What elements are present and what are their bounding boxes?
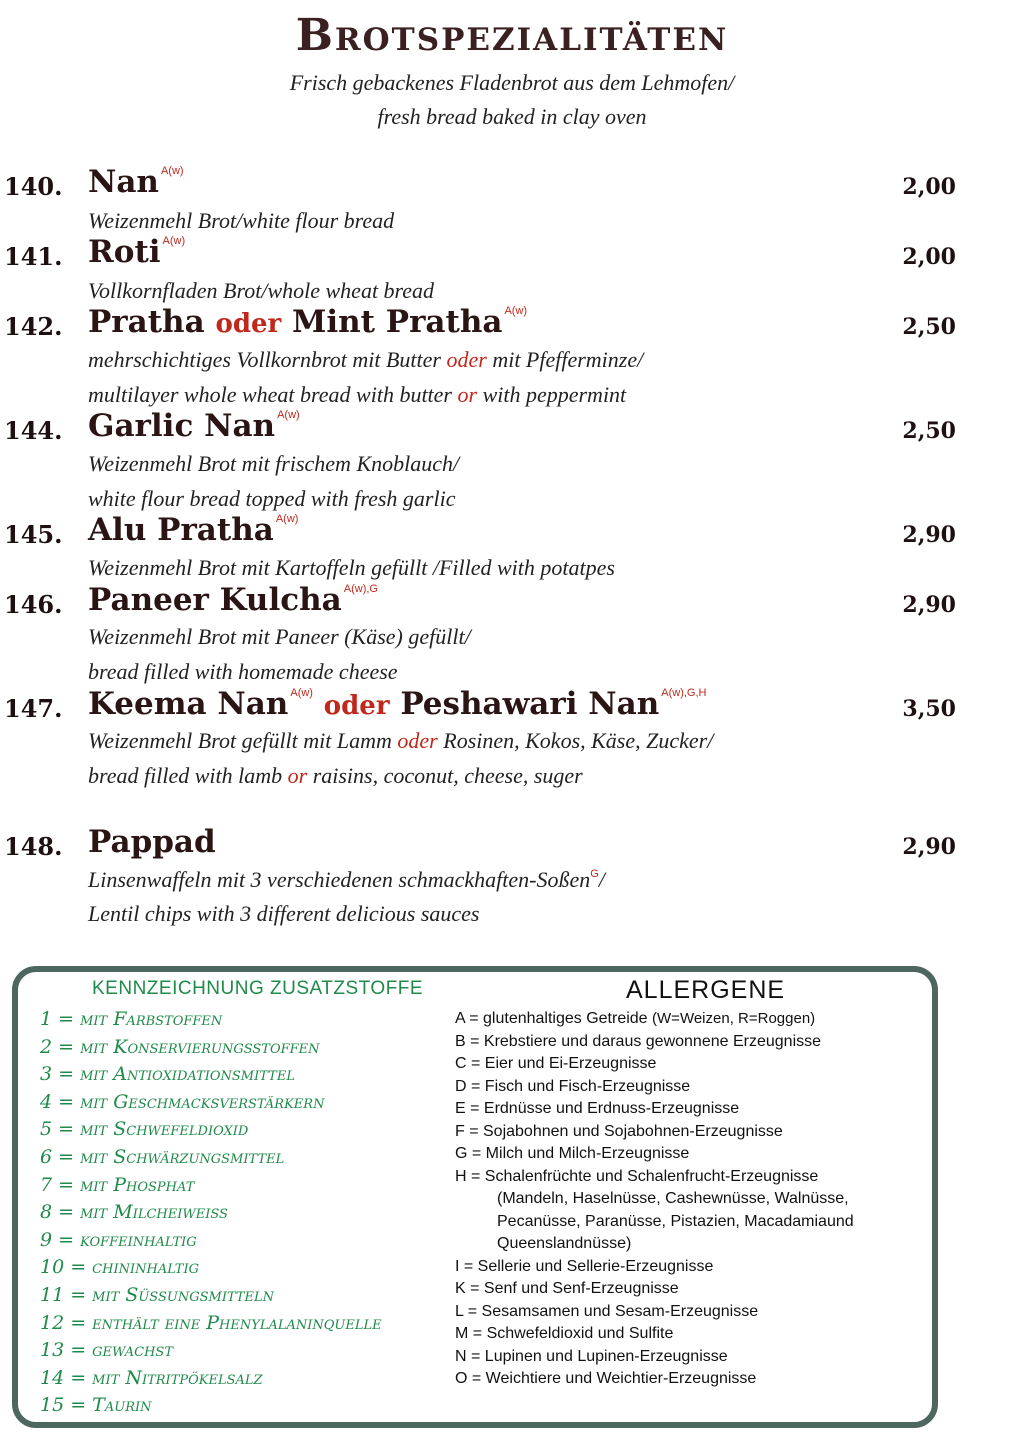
- list-item: N = Lupinen und Lupinen-Erzeugnisse: [455, 1347, 728, 1365]
- list-item: L = Sesamsamen und Sesam-Erzeugnisse: [455, 1302, 759, 1320]
- list-item: 15 = Taurin: [40, 1394, 152, 1417]
- list-item: G = Milch und Milch-Erzeugnisse: [455, 1145, 690, 1162]
- page-title: Brotspezialitäten: [295, 10, 729, 61]
- list-item: K = Senf und Senf-Erzeugnisse: [455, 1280, 679, 1297]
- list-item: F = Sojabohnen und Sojabohnen-Erzeugnisse: [455, 1122, 783, 1140]
- additives-title: KENNZEICHNUNG ZUSATZSTOFFE: [92, 978, 424, 999]
- item-price: 2,00: [902, 244, 956, 270]
- list-item-continuation: Pecanüsse, Paranüsse, Pistazien, Macadamiaund: [497, 1212, 854, 1230]
- item-description: Lentil chips with 3 different delicious sauces: [88, 901, 480, 926]
- list-item-continuation: (Mandeln, Haselnüsse, Cashewnüsse, Walnüsse,: [497, 1190, 849, 1207]
- item-description: white flour bread topped with fresh garlic: [88, 486, 456, 511]
- list-item: 1 = mit Farbstoffen: [40, 1008, 223, 1030]
- list-item: 10 = chininhaltig: [40, 1256, 199, 1279]
- list-item: I = Sellerie und Sellerie-Erzeugnisse: [455, 1257, 714, 1275]
- item-name: Nan $^{A(w)}$: [88, 164, 184, 200]
- allergen-code: A(w): [277, 409, 300, 421]
- list-item: 11 = mit Süßungsmitteln: [40, 1283, 275, 1306]
- allergen-code: A(w),G: [343, 583, 378, 595]
- item-number: 147.: [4, 694, 63, 723]
- allergen-code: A(w): [290, 687, 313, 699]
- item-number: 142.: [4, 312, 63, 341]
- allergen-code: A(w): [162, 235, 186, 247]
- list-item: M = Schwefeldioxid und Sulfite: [455, 1325, 674, 1342]
- item-name: Alu Pratha $^{A(w)}$: [88, 512, 299, 548]
- list-item: 12 = enthält eine Phenylalaninquelle: [40, 1311, 382, 1334]
- item-description: Weizenmehl Brot/white flour bread: [88, 208, 395, 233]
- item-price: 2,50: [902, 314, 956, 340]
- item-price: 2,90: [902, 834, 956, 860]
- allergen-code: A(w): [504, 305, 528, 317]
- list-item: 8 = mit Milcheiweiß: [40, 1201, 228, 1224]
- allergens-list: [455, 1008, 854, 1391]
- item-description: Vollkornfladen Brot/whole wheat bread: [88, 278, 435, 303]
- item-number: 141.: [4, 242, 63, 271]
- allergen-code: A(w): [275, 513, 299, 525]
- item-description: mehrschichtiges Vollkornbrot mit Butter oder mit Pfefferminze/: [88, 347, 644, 372]
- item-price: 2,50: [902, 418, 956, 444]
- list-item: 5 = mit Schwefeldioxid: [40, 1118, 249, 1141]
- item-name: Roti $^{A(w)}$: [88, 234, 186, 270]
- list-item: 3 = mit Antioxidationsmittel: [40, 1063, 295, 1086]
- list-item: 9 = koffeinhaltig: [40, 1228, 197, 1251]
- item-name: Garlic Nan $^{A(w)}$: [88, 408, 300, 444]
- subtitle-line-2: fresh bread baked in clay oven: [377, 104, 647, 129]
- item-description: Linsenwaffeln mit 3 verschiedenen schmackhaften-Soßen$^G$/: [88, 867, 605, 892]
- allergens-title: ALLERGENE: [626, 976, 786, 1004]
- list-item: D = Fisch und Fisch-Erzeugnisse: [455, 1077, 691, 1095]
- item-number: 144.: [4, 416, 63, 445]
- list-item: H = Schalenfrüchte und Schalenfrucht-Erzeugnisse: [455, 1167, 819, 1185]
- item-description: Weizenmehl Brot mit frischem Knoblauch/: [88, 451, 460, 476]
- item-name: Paneer Kulcha $^{A(w),G}$: [88, 582, 378, 618]
- list-item: 14 = mit Nitritpökelsalz: [40, 1366, 263, 1389]
- list-item: 2 = mit Konservierungsstoffen: [40, 1035, 320, 1058]
- item-price: 2,00: [902, 174, 956, 200]
- subtitle-line-1: Frisch gebackenes Fladenbrot aus dem Lehmofen/: [289, 70, 735, 95]
- item-description: bread filled with lamb or raisins, coconut, cheese, suger: [88, 763, 583, 788]
- item-number: 140.: [4, 172, 63, 201]
- list-item: E = Erdnüsse und Erdnuss-Erzeugnisse: [455, 1100, 740, 1117]
- list-item: 7 = mit Phosphat: [40, 1173, 195, 1196]
- list-item: 13 = gewachst: [40, 1339, 174, 1362]
- list-item: 6 = mit Schwärzungsmittel: [40, 1145, 285, 1168]
- list-item: A = glutenhaltiges Getreide (W=Weizen, R=Roggen): [455, 1010, 816, 1027]
- list-item-continuation: Queenslandnüsse): [497, 1235, 632, 1252]
- item-name: Pappad: [88, 824, 216, 860]
- item-price: 3,50: [902, 696, 956, 722]
- item-name: Keema Nan $^{A(w)}$ oder Peshawari Nan $^{A(w),G,H}$: [88, 686, 707, 722]
- item-price: 2,90: [902, 522, 956, 548]
- item-description: Weizenmehl Brot mit Kartoffeln gefüllt /Filled with potatpes: [88, 555, 615, 580]
- item-description: Weizenmehl Brot gefüllt mit Lamm oder Rosinen, Kokos, Käse, Zucker/: [88, 728, 714, 753]
- item-number: 146.: [4, 590, 63, 619]
- item-description: bread filled with homemade cheese: [88, 659, 398, 684]
- list-item: O = Weichtiere und Weichtier-Erzeugnisse: [455, 1370, 757, 1387]
- allergen-code: G: [590, 868, 599, 880]
- item-number: 148.: [4, 832, 63, 861]
- item-description: multilayer whole wheat bread with butter or with peppermint: [88, 382, 627, 407]
- allergen-code: A(w),G,H: [661, 687, 707, 699]
- item-number: 145.: [4, 520, 63, 549]
- item-description: Weizenmehl Brot mit Paneer (Käse) gefüllt/: [88, 624, 471, 649]
- list-item: B = Krebstiere und daraus gewonnene Erzeugnisse: [455, 1032, 822, 1050]
- additives-list: [40, 1006, 382, 1420]
- list-item: C = Eier und Ei-Erzeugnisse: [455, 1055, 657, 1072]
- item-price: 2,90: [902, 592, 956, 618]
- item-name: Pratha oder Mint Pratha $^{A(w)}$: [88, 304, 528, 340]
- list-item: 4 = mit Geschmacksverstärkern: [40, 1090, 325, 1113]
- allergen-code: A(w): [160, 165, 184, 177]
